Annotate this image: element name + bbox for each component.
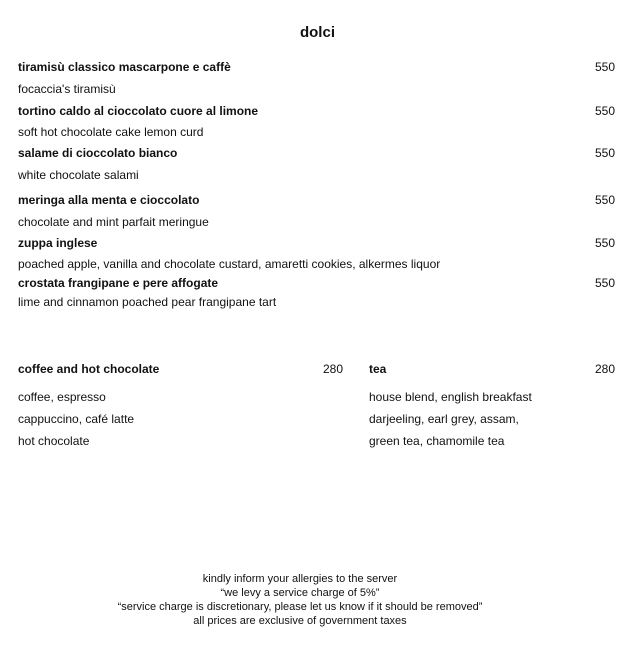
dessert-name: tortino caldo al cioccolato cuore al limone [18,104,259,118]
dessert-name: zuppa inglese [18,236,98,250]
coffee-item: coffee, espresso [18,390,106,404]
dessert-description: poached apple, vanilla and chocolate custard, amaretti cookies, alkermes liquor [18,257,441,271]
dessert-price: 550 [594,104,615,118]
dessert-name: tiramisù classico mascarpone e caffè [18,60,231,74]
allergy-note: kindly inform your allergies to the server [202,573,398,585]
dessert-name: crostata frangipane e pere affogate [18,276,219,290]
menu-title: dolci [299,24,335,41]
tea-section-price: 280 [594,362,615,376]
dessert-description: white chocolate salami [18,168,139,182]
tea-section-title: tea [369,362,387,376]
footer-notes [0,572,600,628]
dessert-description: lime and cinnamon poached pear frangipane tart [18,295,277,309]
dessert-price: 550 [594,276,615,290]
dessert-price: 550 [594,236,615,250]
tea-item: green tea, chamomile tea [369,434,505,448]
dessert-name: salame di cioccolato bianco [18,146,178,160]
dessert-description: soft hot chocolate cake lemon curd [18,125,204,139]
service-charge-note: “we levy a service charge of 5%” [220,587,380,599]
dessert-price: 550 [594,146,615,160]
dessert-price: 550 [594,60,615,74]
coffee-item: cappuccino, café latte [18,412,135,426]
coffee-section-price: 280 [323,362,344,376]
tax-note: all prices are exclusive of government taxes [193,615,407,627]
tea-item: darjeeling, earl grey, assam, [369,412,519,426]
dessert-name: meringa alla menta e cioccolato [18,193,200,207]
coffee-section-title: coffee and hot chocolate [18,362,160,376]
dessert-description: focaccia's tiramisù [18,82,116,96]
service-charge-discretion-note: “service charge is discretionary, please let us know if it should be removed” [117,601,483,613]
dessert-description: chocolate and mint parfait meringue [18,215,209,229]
dessert-price: 550 [594,193,615,207]
coffee-item: hot chocolate [18,434,90,448]
tea-item: house blend, english breakfast [369,390,532,404]
